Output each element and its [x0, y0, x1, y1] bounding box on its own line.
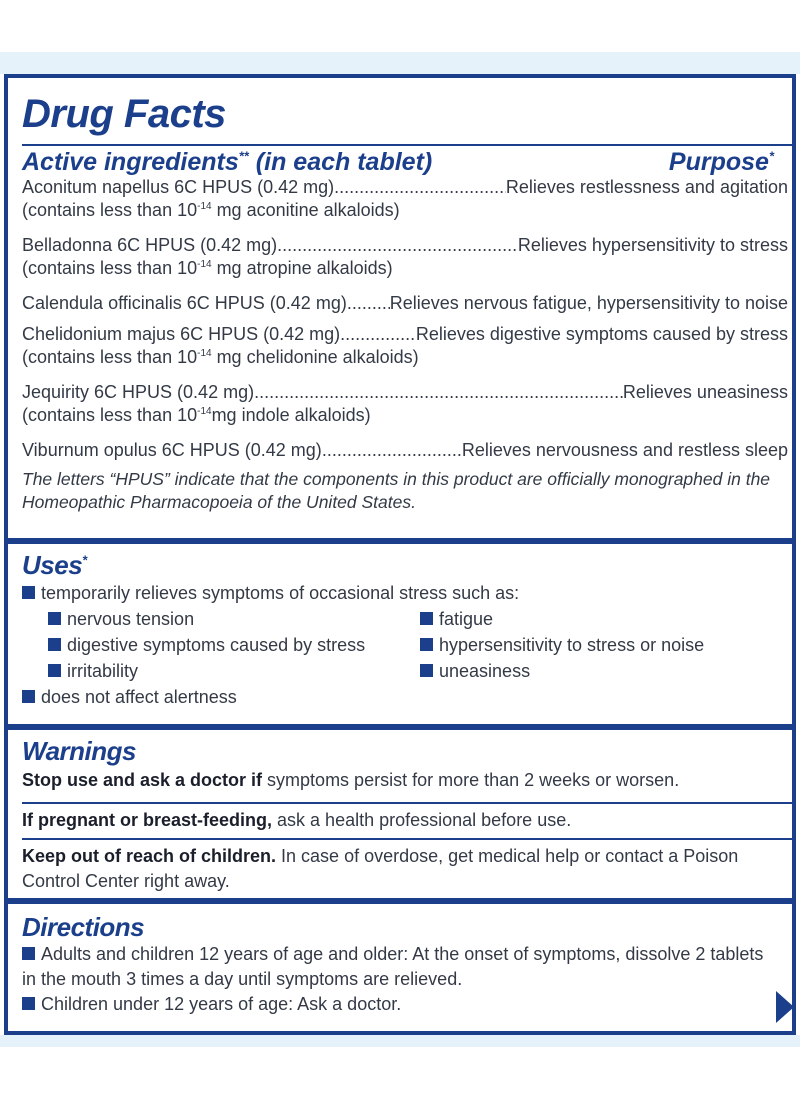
section-divider [8, 724, 792, 730]
uses-item [48, 658, 420, 684]
leader-dots [334, 176, 506, 199]
ingredient-item [22, 381, 792, 427]
ingredient-name: Calendula officinalis 6C HPUS (0.42 mg) [22, 293, 347, 313]
ingredient-name: Viburnum opulus 6C HPUS (0.42 mg) [22, 440, 322, 460]
note-pre: (contains less than 10 [22, 405, 198, 425]
leader-dots [340, 323, 416, 346]
uses-list [22, 580, 792, 710]
note-post: mg chelidonine alkaloids) [211, 347, 419, 367]
note-post: mg atropine alkaloids) [211, 258, 393, 278]
uses-item-text: irritability [67, 661, 139, 681]
purpose-heading-mark: * [768, 148, 774, 164]
uses-heading-text: Uses [22, 550, 83, 580]
ingredient-purpose: Relieves uneasiness [622, 382, 788, 402]
leader-dots [322, 439, 462, 462]
note-pre: (contains less than 10 [22, 200, 198, 220]
purpose-heading-text: Purpose [668, 148, 769, 176]
note-exp: -14 [197, 348, 212, 359]
ingredient-purpose: Relieves hypersensitivity to stress [517, 235, 788, 255]
warning-preg-bold: If pregnant or breast-feeding, [22, 810, 273, 830]
note-pre: (contains less than 10 [22, 258, 198, 278]
square-bullet-icon [420, 612, 433, 625]
page-title: Drug Facts [22, 92, 226, 136]
ingredient-item [22, 176, 792, 222]
square-bullet-icon [48, 612, 61, 625]
next-page-arrow-icon[interactable] [776, 991, 794, 1023]
warning-keep-bold: Keep out of reach of children. [22, 846, 277, 866]
uses-item-text: digestive symptoms caused by stress [67, 635, 366, 655]
square-bullet-icon [48, 638, 61, 651]
section-divider [8, 538, 792, 544]
ingredient-purpose: Relieves restlessness and agitation [505, 177, 788, 197]
uses-last-text: does not affect alertness [41, 687, 237, 707]
square-bullet-icon [48, 664, 61, 677]
uses-last [22, 684, 792, 710]
ingredient-purpose: Relieves nervousness and restless sleep [461, 440, 788, 460]
ingredient-name: Belladonna 6C HPUS (0.42 mg) [22, 235, 278, 255]
active-ingredients-heading [22, 148, 792, 176]
ingredient-item [22, 234, 792, 280]
square-bullet-icon [420, 638, 433, 651]
ingredient-item [22, 323, 792, 369]
ingredient-name: Jequirity 6C HPUS (0.42 mg) [22, 382, 255, 402]
ingredient-name: Aconitum napellus 6C HPUS (0.42 mg) [22, 177, 335, 197]
hpus-note: The letters “HPUS” indicate that the components in this product are officially monographed in the Homeopathic Pharmacopoeia of the United States. [22, 469, 771, 512]
active-heading-left [22, 148, 432, 176]
top-band [0, 52, 800, 74]
ingredient-item [22, 292, 792, 315]
uses-item-text: fatigue [439, 609, 494, 629]
active-ingredients-section [8, 148, 792, 514]
section-divider [8, 898, 792, 904]
warning-stop-use [22, 768, 788, 793]
active-heading-suffix: (in each tablet) [248, 148, 433, 176]
leader-dots [254, 381, 623, 404]
warning-stop-bold: Stop use and ask a doctor if [22, 770, 263, 790]
ingredient-note [22, 404, 792, 427]
square-bullet-icon [22, 690, 35, 703]
warning-keep-text: In case of overdose, get medical help or contact a Poison Control Center right away. [22, 846, 739, 891]
uses-item-text: hypersensitivity to stress or noise [439, 635, 705, 655]
warning-children [8, 844, 792, 894]
directions-heading: Directions [22, 912, 145, 942]
active-heading-text: Active ingredients [22, 148, 239, 176]
directions-adults-text: Adults and children 12 years of age and older: At the onset of symptoms, dissolve 2 tablets in the mouth 3 times a day until symptoms are relieved. [22, 944, 764, 989]
note-exp: -14 [197, 259, 212, 270]
uses-section [8, 550, 792, 710]
warning-pregnant-text [22, 808, 788, 833]
warning-pregnant [8, 808, 792, 833]
active-heading-marks: ** [238, 148, 249, 164]
uses-intro-text: temporarily relieves symptoms of occasional stress such as: [41, 583, 520, 603]
leader-dots [347, 292, 390, 315]
note-post: mg indole alkaloids) [211, 405, 371, 425]
directions-children-text: Children under 12 years of age: Ask a doctor. [41, 994, 402, 1014]
title-rule [22, 144, 792, 146]
ingredient-note [22, 199, 792, 222]
square-bullet-icon [22, 947, 35, 960]
note-exp: -14 [197, 201, 212, 212]
uses-item-text: uneasiness [439, 661, 531, 681]
note-post: mg aconitine alkaloids) [211, 200, 400, 220]
uses-item [420, 658, 800, 684]
directions-adults [22, 942, 782, 992]
warnings-heading: Warnings [22, 736, 136, 766]
warnings-section [8, 736, 792, 793]
drug-facts-panel [4, 74, 796, 1035]
note-exp: -14 [197, 406, 212, 417]
ingredient-item [22, 439, 792, 462]
square-bullet-icon [22, 586, 35, 599]
bottom-band [0, 1035, 800, 1047]
uses-item [48, 606, 420, 632]
uses-item [48, 632, 420, 658]
note-pre: (contains less than 10 [22, 347, 198, 367]
leader-dots [277, 234, 518, 257]
warning-rule [22, 838, 792, 840]
uses-grid [22, 606, 792, 684]
uses-item [420, 606, 800, 632]
directions-section [8, 912, 792, 1017]
ingredient-name: Chelidonium majus 6C HPUS (0.42 mg) [22, 324, 341, 344]
square-bullet-icon [420, 664, 433, 677]
ingredient-purpose: Relieves digestive symptoms caused by stress [415, 324, 788, 344]
purpose-heading [669, 148, 774, 176]
uses-heading [22, 550, 792, 580]
warning-preg-text: ask a health professional before use. [272, 810, 572, 830]
warning-stop-text: symptoms persist for more than 2 weeks or worsen. [262, 770, 680, 790]
uses-heading-mark: * [82, 552, 87, 568]
ingredient-note [22, 346, 792, 369]
uses-intro [22, 580, 792, 606]
uses-item [420, 632, 800, 658]
ingredient-list [22, 176, 792, 462]
directions-children [22, 992, 782, 1017]
warning-children-text [22, 844, 788, 894]
warning-rule [22, 802, 792, 804]
square-bullet-icon [22, 997, 35, 1010]
ingredient-note [22, 257, 792, 280]
title-section [8, 92, 792, 136]
uses-item-text: nervous tension [67, 609, 195, 629]
ingredient-purpose: Relieves nervous fatigue, hypersensitivity to noise [389, 293, 788, 313]
